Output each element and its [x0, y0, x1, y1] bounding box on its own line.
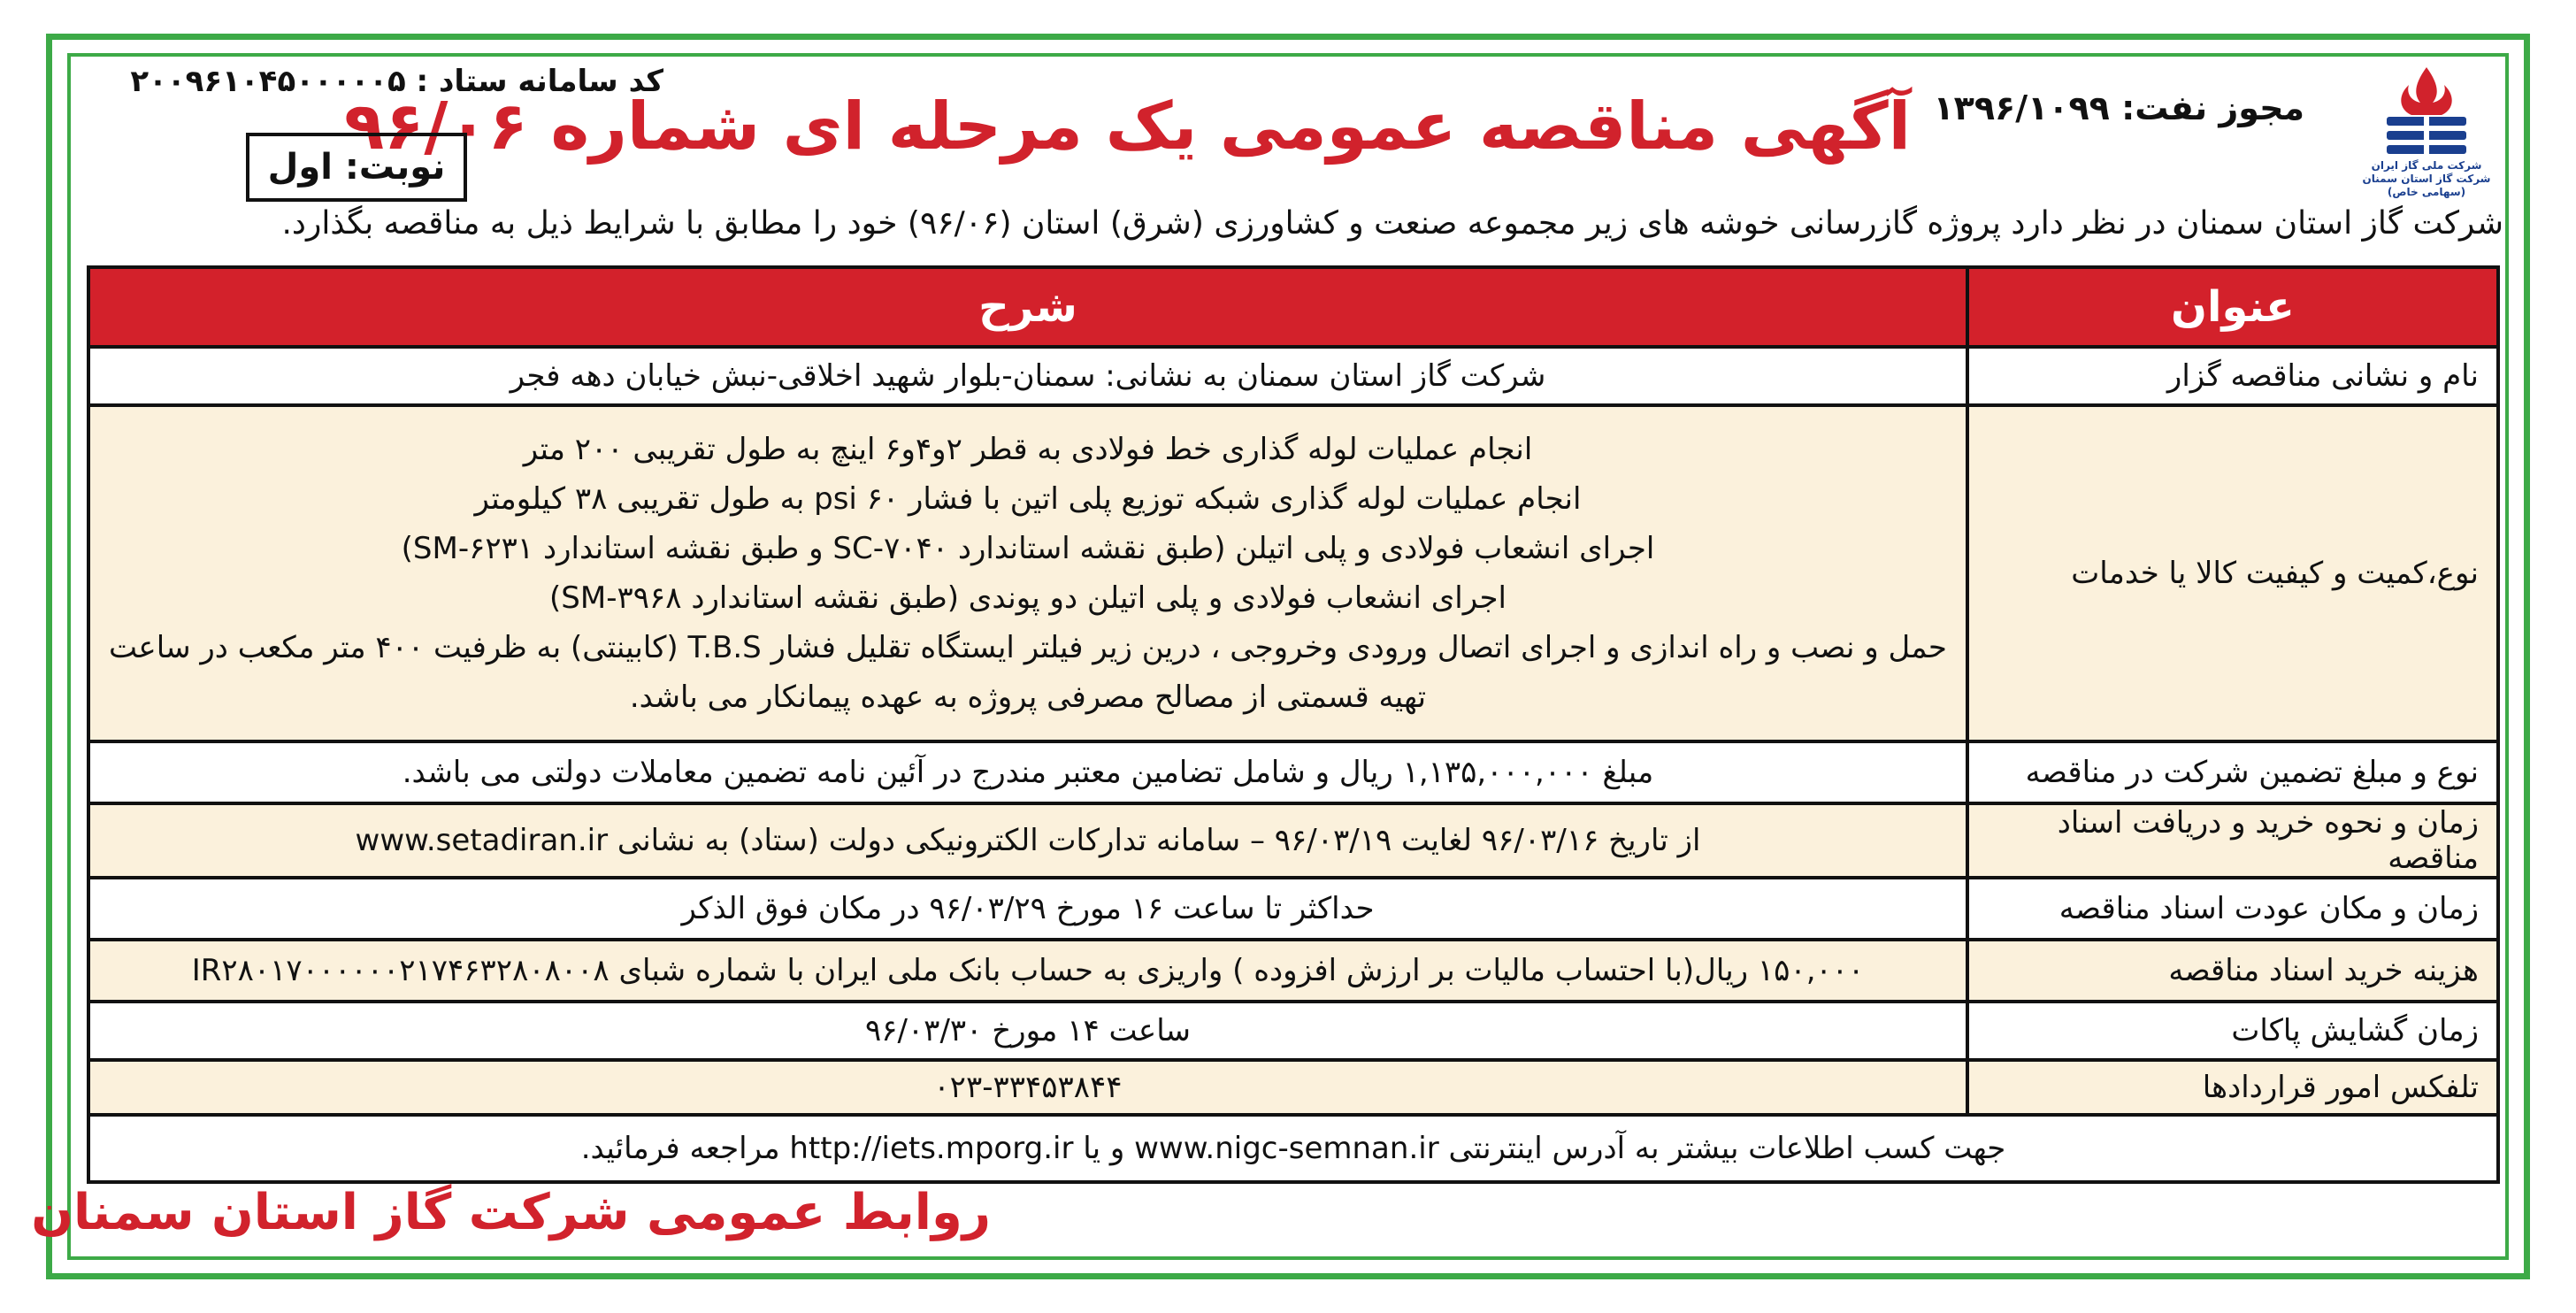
round-badge: نوبت: اول [246, 133, 467, 202]
table-row [88, 405, 2498, 741]
header-label-cell: عنوان [1967, 267, 2498, 347]
desc-line: ساعت ۱۴ مورخ ۹۶/۰۳/۳۰ [864, 1013, 1192, 1048]
desc-line: حمل و نصب و راه اندازی و اجرای اتصال ورودی وخروجی ، درین زیر فیلتر ایستگاه تقلیل فشار T.B.S (کابینتی) به ظرفیت ۴۰۰ متر مکعب در ساعت [109, 630, 1947, 665]
desc-line: ۱۵۰,۰۰۰ ریال(با احتساب مالیات بر ارزش افزوده ) واریزی به حساب بانک ملی ایران با شماره شبای IR۲۸۰۱۷۰۰۰۰۰۰۲۱۷۴۶۳۲۸۰۸۰۰۸ [191, 953, 1865, 988]
row-label: زمان و نحوه خرید و دریافت اسناد مناقصه [1967, 803, 2498, 878]
desc-line: شرکت گاز استان سمنان به نشانی: سمنان-بلوار شهید اخلاقی-نبش خیابان دهه فجر [510, 358, 1546, 394]
row-desc [88, 741, 1967, 803]
row-label: نوع،کمیت و کیفیت کالا یا خدمات [1967, 405, 2498, 741]
company-logo [2360, 62, 2493, 203]
desc-line: حداکثر تا ساعت ۱۶ مورخ ۹۶/۰۳/۲۹ در مکان فوق الذکر [681, 891, 1375, 926]
desc-line: اجرای انشعاب فولادی و پلی اتیلن (طبق نقشه استاندارد SC-۷۰۴۰ و طبق نقشه استاندارد SM-۶۲۳۱) [401, 531, 1655, 566]
nigc-flame-logo-icon [2360, 62, 2493, 159]
table-row [88, 878, 2498, 940]
row-label: نام و نشانی مناقصه گزار [1967, 347, 2498, 405]
row-label: تلفکس امور قراردادها [1967, 1060, 2498, 1115]
row-desc [88, 940, 1967, 1002]
logo-text-line: شرکت گاز استان سمنان [2362, 173, 2491, 185]
row-label: زمان گشایش پاکات [1967, 1002, 2498, 1060]
desc-line: انجام عملیات لوله گذاری شبکه توزیع پلی اتین با فشار ۶۰ psi به طول تقریبی ۳۸ کیلومتر [474, 481, 1582, 517]
desc-line: تهیه قسمتی از مصالح مصرفی پروژه به عهده پیمانکار می باشد. [629, 680, 1427, 715]
more-info-text: جهت کسب اطلاعات بیشتر به آدرس اینترنتی www.nigc-semnan.ir و یا http://iets.mporg.ir مراجعه فرمائید. [88, 1115, 2498, 1182]
table-header-row [88, 267, 2498, 347]
desc-line: انجام عملیات لوله گذاری خط فولادی به قطر ۲و۴و۶ اینچ به طول تقریبی ۲۰۰ متر [523, 432, 1533, 467]
page-title: آگهی مناقصه عمومی یک مرحله ای شماره ۹۶/۰۶ [344, 88, 1911, 165]
row-desc [88, 1002, 1967, 1060]
logo-text-line: (سهامی خاص) [2387, 186, 2466, 198]
header-desc-cell: شرح [88, 267, 1967, 347]
row-desc [88, 803, 1967, 878]
system-code: کد سامانه ستاد : ۲۰۰۹۶۱۰۴۵۰۰۰۰۰۵ [130, 64, 663, 99]
table-footer-row [88, 1115, 2498, 1182]
desc-line: ۰۲۳-۳۳۴۵۳۸۴۴ [933, 1070, 1123, 1105]
table-row [88, 1060, 2498, 1115]
tender-table [87, 265, 2500, 1184]
permit-number: مجوز نفت: ۱۳۹۶/۱۰۹۹ [1933, 88, 2304, 127]
row-label: هزینه خرید اسناد مناقصه [1967, 940, 2498, 1002]
table-row [88, 803, 2498, 878]
intro-paragraph: شرکت گاز استان سمنان در نظر دارد پروژه گازرسانی خوشه های زیر مجموعه صنعت و کشاورزی (شرق) استان (۹۶/۰۶) خود را مطابق با شرایط ذیل به مناقصه بگذارد. [281, 205, 2503, 242]
row-desc [88, 1060, 1967, 1115]
row-desc [88, 347, 1967, 405]
logo-text-line: شرکت ملی گاز ایران [2371, 159, 2482, 172]
table-row [88, 1002, 2498, 1060]
logo-caption [2360, 159, 2493, 199]
table-row [88, 940, 2498, 1002]
row-label: زمان و مکان عودت اسناد مناقصه [1967, 878, 2498, 940]
row-desc [88, 405, 1967, 741]
row-label: نوع و مبلغ تضمین شرکت در مناقصه [1967, 741, 2498, 803]
desc-line: مبلغ ۱,۱۳۵,۰۰۰,۰۰۰ ریال و شامل تضامین معتبر مندرج در آئین نامه تضمین معاملات دولتی می باشد. [402, 755, 1654, 790]
desc-line: از تاریخ ۹۶/۰۳/۱۶ لغایت ۹۶/۰۳/۱۹ – سامانه تدارکات الکترونیکی دولت (ستاد) به نشانی www.setadiran.ir [355, 823, 1701, 858]
row-desc [88, 878, 1967, 940]
desc-line: اجرای انشعاب فولادی و پلی اتیلن دو پوندی (طبق نقشه استاندارد SM-۳۹۶۸) [549, 580, 1506, 616]
table-row [88, 741, 2498, 803]
table-row [88, 347, 2498, 405]
public-relations-signature: روابط عمومی شرکت گاز استان سمنان [31, 1184, 991, 1241]
